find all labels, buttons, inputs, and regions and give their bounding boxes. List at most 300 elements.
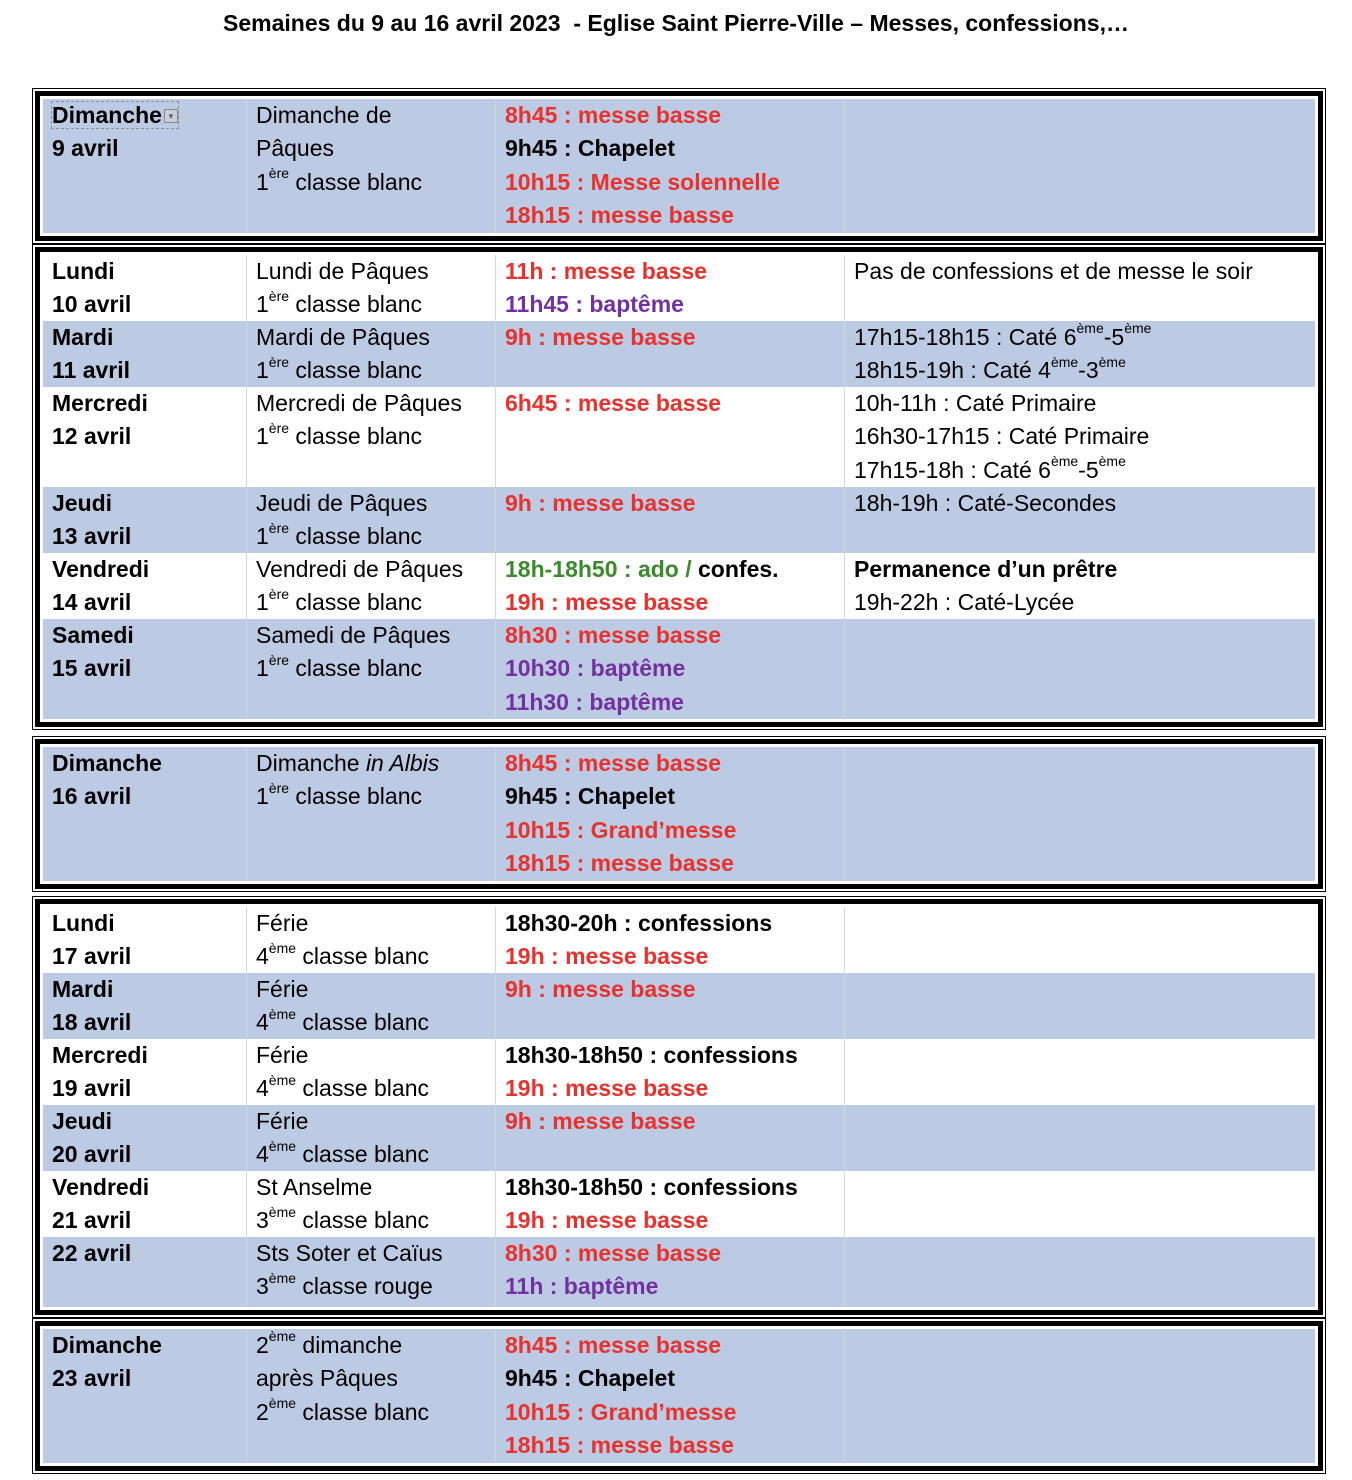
feast-text: dimanche bbox=[296, 1332, 403, 1358]
feast-name: Mercredi de Pâques bbox=[256, 390, 462, 416]
day-line bbox=[52, 487, 246, 520]
rank-text: classe blanc bbox=[289, 589, 422, 616]
date: 9 avril bbox=[52, 135, 119, 162]
rank-text: classe blanc bbox=[296, 943, 429, 970]
notes-cell bbox=[844, 1039, 1315, 1105]
rank-text: classe rouge bbox=[296, 1273, 433, 1300]
rank-number: 1 bbox=[256, 589, 269, 616]
day-line bbox=[52, 99, 246, 132]
rank-ordinal: ère bbox=[268, 519, 290, 536]
event-text: 11h45 : baptême bbox=[505, 291, 684, 318]
date: 12 avril bbox=[52, 423, 132, 450]
feast-name: Lundi de Pâques bbox=[256, 258, 429, 284]
schedule-block-frame bbox=[35, 899, 1323, 1315]
note-text: 17h15-18h : Caté 6 bbox=[854, 456, 1051, 483]
notes-cell bbox=[844, 553, 1315, 619]
note-text: Pas de confessions et de messe le soir bbox=[854, 258, 1253, 284]
note-text-mid: -5 bbox=[1103, 324, 1125, 350]
rank-ordinal: ère bbox=[268, 164, 290, 181]
table-row bbox=[43, 1039, 1315, 1105]
event-line bbox=[505, 814, 844, 847]
date: 17 avril bbox=[52, 943, 132, 970]
event-line bbox=[505, 586, 844, 619]
day-cell bbox=[43, 1237, 246, 1307]
date: 18 avril bbox=[52, 1009, 132, 1036]
feast-cell bbox=[246, 1329, 495, 1463]
events-cell bbox=[495, 553, 844, 619]
rank-text: classe blanc bbox=[289, 291, 422, 318]
event-text: 10h30 : baptême bbox=[505, 655, 686, 682]
rank-number: 2 bbox=[256, 1398, 269, 1425]
schedule-block bbox=[32, 88, 1326, 244]
events-cell bbox=[495, 1329, 844, 1463]
rank-number: 1 bbox=[256, 423, 269, 450]
notes-cell bbox=[844, 255, 1315, 321]
rank-text: classe blanc bbox=[296, 1398, 429, 1425]
day-line bbox=[52, 255, 246, 288]
schedule-block bbox=[32, 736, 1326, 892]
table-row bbox=[43, 321, 1315, 387]
event-line bbox=[505, 1072, 844, 1105]
event-line bbox=[505, 199, 844, 232]
liturgical-rank bbox=[256, 940, 495, 973]
event-text: 9h : messe basse bbox=[505, 1108, 696, 1134]
notes-cell bbox=[844, 487, 1315, 553]
feast-cell bbox=[246, 255, 495, 321]
event-text: 11h30 : baptême bbox=[505, 688, 684, 715]
note-ordinal: ème bbox=[1098, 353, 1126, 370]
event-line bbox=[505, 940, 844, 973]
page-title: Semaines du 9 au 16 avril 2023 - Eglise Saint Pierre-Ville – Messes, confessions,… bbox=[223, 10, 1129, 36]
event-text: 18h30-20h : confessions bbox=[505, 910, 773, 936]
date: 10 avril bbox=[52, 291, 132, 318]
event-text: 10h15 : Messe solennelle bbox=[505, 168, 780, 195]
notes-cell bbox=[844, 1329, 1315, 1463]
note-ordinal: ème bbox=[1050, 353, 1079, 370]
event-line bbox=[505, 255, 844, 288]
event-text: 18h30-18h50 : confessions bbox=[505, 1042, 798, 1068]
day-cell bbox=[43, 973, 246, 1039]
date: 21 avril bbox=[52, 1207, 132, 1234]
day-name: Lundi bbox=[52, 910, 115, 936]
liturgical-rank bbox=[256, 1204, 495, 1237]
event-line bbox=[505, 619, 844, 652]
rank-number: 3 bbox=[256, 1273, 269, 1300]
liturgical-rank bbox=[256, 288, 495, 321]
rank-number: 1 bbox=[256, 655, 269, 682]
event-text: 8h45 : messe basse bbox=[505, 1332, 722, 1358]
rank-number: 1 bbox=[256, 523, 269, 550]
event-line bbox=[505, 1204, 844, 1237]
event-text: 18h15 : messe basse bbox=[505, 201, 734, 228]
day-line bbox=[52, 1329, 246, 1362]
schedule-block-frame bbox=[35, 1321, 1323, 1471]
feast-name: Dimanche de bbox=[256, 102, 392, 128]
event-line bbox=[505, 1171, 844, 1204]
liturgical-rank bbox=[256, 1138, 495, 1171]
rank-number: 4 bbox=[256, 943, 269, 970]
schedule-block bbox=[32, 244, 1326, 730]
event-text: 10h15 : Grand’messe bbox=[505, 816, 737, 843]
day-name: Dimanche bbox=[52, 1332, 162, 1358]
event-text: 8h30 : messe basse bbox=[505, 1240, 722, 1266]
day-line bbox=[52, 1171, 246, 1204]
rank-text: classe blanc bbox=[296, 1207, 429, 1234]
liturgical-rank bbox=[256, 520, 495, 553]
liturgical-rank bbox=[256, 586, 495, 619]
day-cell bbox=[43, 487, 246, 553]
event-separator: / bbox=[685, 556, 692, 582]
day-line bbox=[52, 387, 246, 420]
day-name: Mercredi bbox=[52, 1042, 148, 1068]
feast-line bbox=[256, 487, 495, 520]
feast-cell bbox=[246, 973, 495, 1039]
schedule-block-frame bbox=[35, 247, 1323, 727]
event-text: 9h45 : Chapelet bbox=[505, 1365, 675, 1392]
event-line bbox=[505, 132, 844, 165]
table-row bbox=[43, 907, 1315, 973]
feast-line bbox=[256, 99, 495, 132]
note-line bbox=[854, 487, 1315, 520]
event-text: 9h : messe basse bbox=[505, 976, 696, 1002]
day-cell bbox=[43, 747, 246, 881]
liturgical-rank bbox=[256, 780, 495, 813]
note-text: 16h30-17h15 : Caté Primaire bbox=[854, 423, 1150, 450]
event-line bbox=[505, 780, 844, 813]
day-line bbox=[52, 907, 246, 940]
note-text: 17h15-18h15 : Caté 6 bbox=[854, 324, 1077, 350]
rank-text: classe blanc bbox=[296, 1009, 429, 1036]
feast-line bbox=[256, 1362, 495, 1395]
feast-name: Sts Soter et Caïus bbox=[256, 1240, 443, 1266]
rank-ordinal: ème bbox=[268, 1137, 297, 1154]
rank-number: 4 bbox=[256, 1141, 269, 1168]
feast-name: Jeudi de Pâques bbox=[256, 490, 428, 516]
feast-name: Samedi de Pâques bbox=[256, 622, 451, 648]
event-line bbox=[505, 1105, 844, 1138]
rank-number: 1 bbox=[256, 357, 269, 384]
event-line bbox=[505, 973, 844, 1006]
day-cell bbox=[43, 1329, 246, 1463]
feast-line bbox=[256, 1237, 495, 1270]
notes-cell bbox=[844, 387, 1315, 487]
event-line bbox=[505, 1362, 844, 1395]
event-text-tail: confes. bbox=[691, 556, 779, 582]
rank-number: 4 bbox=[256, 1009, 269, 1036]
event-line bbox=[505, 1429, 844, 1462]
day-line bbox=[52, 973, 246, 1006]
feast-line bbox=[256, 553, 495, 586]
feast-cell bbox=[246, 1039, 495, 1105]
note-text-mid: -5 bbox=[1078, 456, 1099, 483]
feast-line bbox=[256, 619, 495, 652]
notes-cell bbox=[844, 99, 1315, 233]
table-row bbox=[43, 619, 1315, 719]
event-text: 8h45 : messe basse bbox=[505, 750, 722, 776]
date: 23 avril bbox=[52, 1365, 132, 1392]
day-name: Mardi bbox=[52, 976, 114, 1002]
rank-number: 1 bbox=[256, 168, 269, 195]
event-text: 8h30 : messe basse bbox=[505, 622, 722, 648]
feast-line bbox=[256, 907, 495, 940]
event-line bbox=[505, 847, 844, 880]
event-line bbox=[505, 321, 844, 354]
feast-name: St Anselme bbox=[256, 1174, 373, 1200]
feast-number: 2 bbox=[256, 1332, 269, 1358]
event-line bbox=[505, 686, 844, 719]
event-line bbox=[505, 747, 844, 780]
selected-field[interactable] bbox=[52, 102, 178, 128]
schedule-block-frame bbox=[35, 91, 1323, 241]
table-row bbox=[43, 99, 1315, 233]
note-line bbox=[854, 420, 1315, 453]
event-text: 18h15 : messe basse bbox=[505, 1431, 734, 1458]
day-name: Jeudi bbox=[52, 490, 113, 516]
note-text-mid: -3 bbox=[1078, 357, 1099, 384]
rank-ordinal: ème bbox=[268, 1269, 297, 1286]
rank-text: classe blanc bbox=[289, 423, 422, 450]
note-line bbox=[854, 354, 1315, 387]
rank-text: classe blanc bbox=[289, 655, 422, 682]
note-ordinal: ème bbox=[1098, 452, 1126, 469]
note-ordinal: ème bbox=[1124, 320, 1152, 337]
schedule-block bbox=[32, 1318, 1326, 1474]
events-cell bbox=[495, 321, 844, 387]
event-text: 9h45 : Chapelet bbox=[505, 135, 675, 162]
notes-cell bbox=[844, 973, 1315, 1039]
feast-name: Férie bbox=[256, 910, 309, 936]
rank-number: 1 bbox=[256, 783, 269, 810]
feast-cell bbox=[246, 387, 495, 487]
feast-cell bbox=[246, 1171, 495, 1237]
table-row bbox=[43, 255, 1315, 321]
notes-cell bbox=[844, 619, 1315, 719]
feast-line bbox=[256, 1105, 495, 1138]
day-cell bbox=[43, 99, 246, 233]
event-text: 19h : messe basse bbox=[505, 943, 709, 970]
event-line bbox=[505, 1329, 844, 1362]
date: 13 avril bbox=[52, 523, 132, 550]
event-text: 6h45 : messe basse bbox=[505, 390, 722, 416]
rank-ordinal: ère bbox=[268, 779, 290, 796]
day-line bbox=[52, 1039, 246, 1072]
day-name: Mercredi bbox=[52, 390, 148, 416]
rank-text: classe blanc bbox=[289, 783, 422, 810]
day-name: Lundi bbox=[52, 258, 115, 284]
table-row bbox=[43, 1171, 1315, 1237]
rank-ordinal: ème bbox=[268, 1071, 297, 1088]
feast-cell bbox=[246, 553, 495, 619]
event-line bbox=[505, 166, 844, 199]
feast-name: Férie bbox=[256, 1042, 309, 1068]
event-text: 9h : messe basse bbox=[505, 490, 696, 516]
note-line bbox=[854, 454, 1315, 487]
events-cell bbox=[495, 99, 844, 233]
event-line bbox=[505, 1270, 844, 1303]
feast-cell bbox=[246, 321, 495, 387]
liturgical-rank bbox=[256, 166, 495, 199]
feast-line bbox=[256, 1329, 495, 1362]
feast-name-italic: in Albis bbox=[365, 750, 440, 776]
rank-ordinal: ème bbox=[268, 1394, 297, 1411]
liturgical-rank bbox=[256, 420, 495, 453]
note-text: 18h-19h : Caté-Secondes bbox=[854, 490, 1117, 516]
feast-name: après Pâques bbox=[256, 1365, 398, 1392]
feast-cell bbox=[246, 1105, 495, 1171]
feast-name: Pâques bbox=[256, 135, 335, 162]
notes-cell bbox=[844, 1171, 1315, 1237]
date: 16 avril bbox=[52, 783, 132, 810]
rank-text: classe blanc bbox=[289, 523, 422, 550]
day-name: Samedi bbox=[52, 622, 134, 648]
rank-number: 1 bbox=[256, 291, 269, 318]
feast-line bbox=[256, 132, 495, 165]
note-text: Permanence d’un prêtre bbox=[854, 556, 1118, 582]
table-row bbox=[43, 487, 1315, 553]
event-line bbox=[505, 288, 844, 321]
events-cell bbox=[495, 1237, 844, 1307]
rank-text: classe blanc bbox=[289, 168, 422, 195]
dropdown-arrow-icon[interactable]: ▾ bbox=[164, 109, 178, 123]
day-cell bbox=[43, 321, 246, 387]
table-row bbox=[43, 553, 1315, 619]
day-line bbox=[52, 619, 246, 652]
event-text: 9h45 : Chapelet bbox=[505, 783, 675, 810]
notes-cell bbox=[844, 747, 1315, 881]
event-text: 18h-18h50 : ado bbox=[505, 556, 686, 582]
event-text: 19h : messe basse bbox=[505, 589, 709, 616]
rank-ordinal: ère bbox=[268, 353, 290, 370]
feast-name: Dimanche bbox=[256, 750, 366, 776]
events-cell bbox=[495, 387, 844, 487]
liturgical-rank bbox=[256, 1270, 495, 1303]
event-line bbox=[505, 1396, 844, 1429]
rank-number: 3 bbox=[256, 1207, 269, 1234]
events-cell bbox=[495, 973, 844, 1039]
day-cell bbox=[43, 553, 246, 619]
notes-cell bbox=[844, 1105, 1315, 1171]
day-name: Vendredi bbox=[52, 1174, 150, 1200]
note-line bbox=[854, 553, 1315, 586]
event-line bbox=[505, 652, 844, 685]
day-name: 22 avril bbox=[52, 1240, 132, 1266]
day-cell bbox=[43, 619, 246, 719]
rank-number: 4 bbox=[256, 1075, 269, 1102]
day-line bbox=[52, 321, 246, 354]
liturgical-rank bbox=[256, 354, 495, 387]
note-ordinal: ème bbox=[1050, 452, 1079, 469]
rank-ordinal: ère bbox=[268, 287, 290, 304]
day-cell bbox=[43, 1039, 246, 1105]
event-text: 8h45 : messe basse bbox=[505, 102, 722, 128]
events-cell bbox=[495, 1039, 844, 1105]
event-line bbox=[505, 1039, 844, 1072]
day-name: Dimanche bbox=[52, 102, 162, 128]
event-text: 11h : baptême bbox=[505, 1273, 659, 1300]
events-cell bbox=[495, 1171, 844, 1237]
event-line bbox=[505, 907, 844, 940]
feast-line bbox=[256, 387, 495, 420]
feast-cell bbox=[246, 619, 495, 719]
note-text: 10h-11h : Caté Primaire bbox=[854, 390, 1097, 416]
table-row bbox=[43, 387, 1315, 487]
day-line bbox=[52, 1105, 246, 1138]
note-line bbox=[854, 387, 1315, 420]
day-line bbox=[52, 553, 246, 586]
day-cell bbox=[43, 1171, 246, 1237]
feast-name: Vendredi de Pâques bbox=[256, 556, 464, 582]
feast-line bbox=[256, 1171, 495, 1204]
feast-name: Férie bbox=[256, 1108, 309, 1134]
table-row bbox=[43, 1237, 1315, 1307]
feast-cell bbox=[246, 487, 495, 553]
feast-name: Férie bbox=[256, 976, 309, 1002]
rank-ordinal: ère bbox=[268, 585, 290, 602]
events-cell bbox=[495, 487, 844, 553]
event-text: 10h15 : Grand’messe bbox=[505, 1398, 737, 1425]
feast-line bbox=[256, 321, 495, 354]
event-text: 18h30-18h50 : confessions bbox=[505, 1174, 798, 1200]
date: 11 avril bbox=[52, 357, 131, 384]
event-line bbox=[505, 1237, 844, 1270]
rank-ordinal: ère bbox=[268, 419, 290, 436]
events-cell bbox=[495, 747, 844, 881]
liturgical-rank bbox=[256, 1006, 495, 1039]
event-text: 9h : messe basse bbox=[505, 324, 696, 350]
table-row bbox=[43, 1329, 1315, 1463]
day-line bbox=[52, 747, 246, 780]
note-text: 19h-22h : Caté-Lycée bbox=[854, 589, 1075, 616]
liturgical-rank bbox=[256, 1072, 495, 1105]
rank-text: classe blanc bbox=[296, 1141, 429, 1168]
date: 19 avril bbox=[52, 1075, 132, 1102]
notes-cell bbox=[844, 1237, 1315, 1307]
feast-cell bbox=[246, 907, 495, 973]
schedule-block bbox=[32, 896, 1326, 1318]
notes-cell bbox=[844, 907, 1315, 973]
feast-line bbox=[256, 973, 495, 1006]
event-line bbox=[505, 553, 844, 586]
feast-cell bbox=[246, 747, 495, 881]
day-name: Dimanche bbox=[52, 750, 162, 776]
note-line bbox=[854, 255, 1315, 288]
rank-text: classe blanc bbox=[289, 357, 422, 384]
liturgical-rank bbox=[256, 1396, 495, 1429]
feast-line bbox=[256, 255, 495, 288]
events-cell bbox=[495, 1105, 844, 1171]
rank-ordinal: ème bbox=[268, 1005, 297, 1022]
liturgical-rank bbox=[256, 652, 495, 685]
day-cell bbox=[43, 907, 246, 973]
events-cell bbox=[495, 255, 844, 321]
day-name: Vendredi bbox=[52, 556, 150, 582]
feast-cell bbox=[246, 99, 495, 233]
feast-cell bbox=[246, 1237, 495, 1307]
rank-ordinal: ème bbox=[268, 939, 297, 956]
day-cell bbox=[43, 387, 246, 487]
note-line bbox=[854, 586, 1315, 619]
events-cell bbox=[495, 619, 844, 719]
event-line bbox=[505, 99, 844, 132]
event-text: 18h15 : messe basse bbox=[505, 849, 734, 876]
event-text: 19h : messe basse bbox=[505, 1075, 709, 1102]
rank-ordinal: ère bbox=[268, 651, 290, 668]
note-line bbox=[854, 321, 1315, 354]
day-cell bbox=[43, 255, 246, 321]
notes-cell bbox=[844, 321, 1315, 387]
date: 14 avril bbox=[52, 589, 132, 616]
day-cell bbox=[43, 1105, 246, 1171]
